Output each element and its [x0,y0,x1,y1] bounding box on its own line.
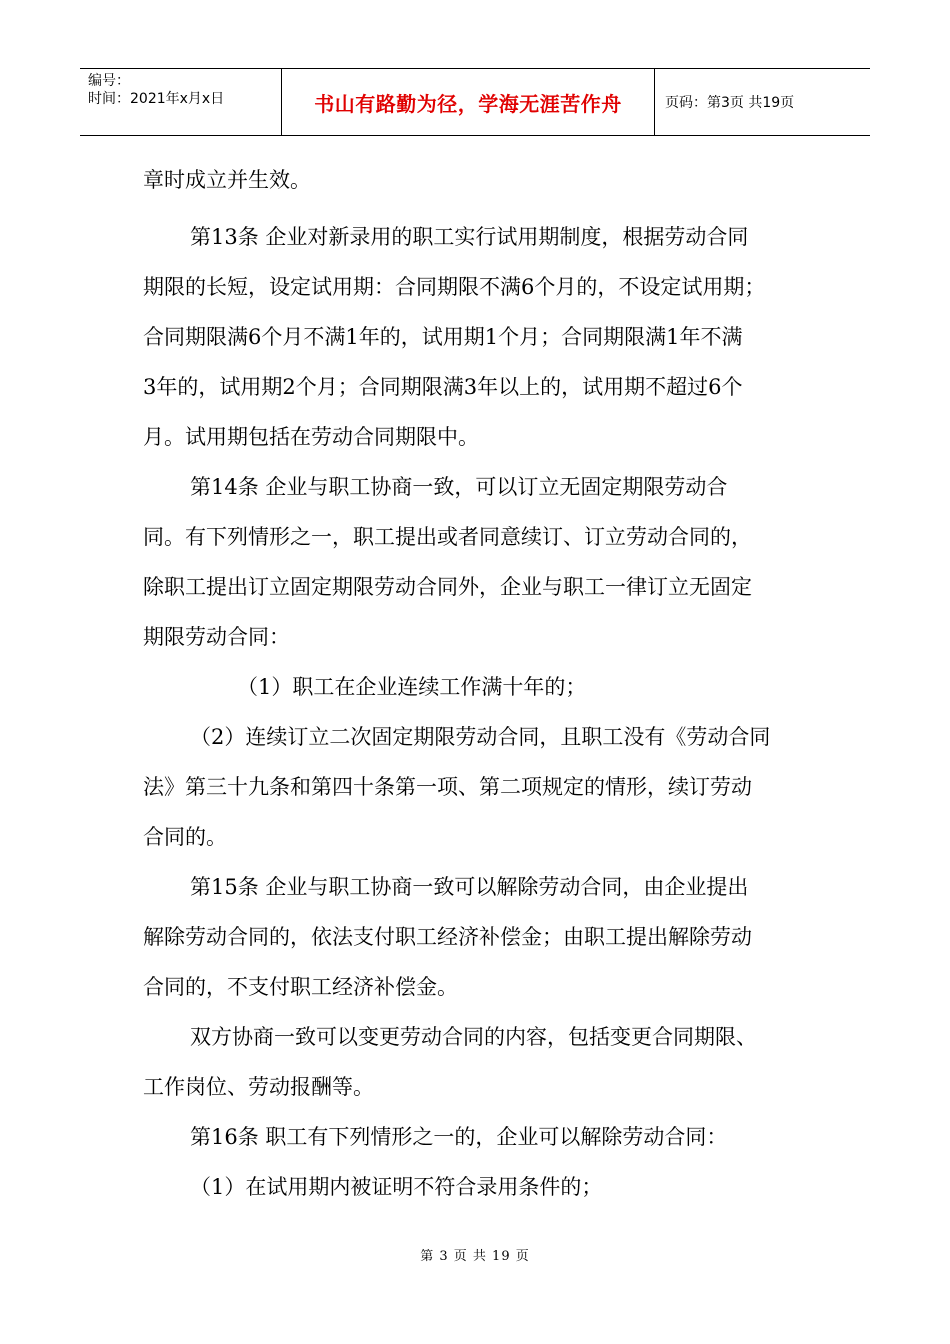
article-15-heading-line: 第15条 企业与职工协商一致可以解除劳动合同，由企业提出 [190,875,749,899]
body-line: 合同的。 [143,825,227,849]
body-line: 法》第三十九条和第四十条第一项、第二项规定的情形，续订劳动 [143,775,752,799]
body-line: 工作岗位、劳动报酬等。 [143,1075,374,1099]
body-line: 除职工提出订立固定期限劳动合同外，企业与职工一律订立无固定 [143,575,752,599]
page-header [80,68,870,136]
body-line: 章时成立并生效。 [143,168,311,192]
header-page-info-cell [655,69,870,135]
body-line: 双方协商一致可以变更劳动合同的内容，包括变更合同期限、 [190,1025,757,1049]
list-item-line: （2）连续订立二次固定期限劳动合同，且职工没有《劳动合同 [190,725,771,749]
list-item-line: （1）在试用期内被证明不符合录用条件的； [190,1175,603,1199]
page-footer: 第 3 页 共 19 页 [420,1249,530,1264]
body-line: 期限的长短，设定试用期：合同期限不满6个月的，不设定试用期； [143,275,766,299]
header-motto-cell [282,69,655,135]
article-16-heading-line: 第16条 职工有下列情形之一的，企业可以解除劳动合同： [190,1125,728,1149]
body-line: 同。有下列情形之一，职工提出或者同意续订、订立劳动合同的， [143,525,752,549]
body-line: 合同的，不支付职工经济补偿金。 [143,975,458,999]
document-number-label: 编号： [88,73,130,89]
header-motto: 书山有路勤为径，学海无涯苦作舟 [314,91,622,116]
body-line: 解除劳动合同的，依法支付职工经济补偿金；由职工提出解除劳动 [143,925,752,949]
body-line: 3年的，试用期2个月；合同期限满3年以上的，试用期不超过6个 [143,375,743,399]
document-date: 时间：2021年x月x日 [88,91,225,107]
header-page-info: 页码：第3页 共19页 [665,95,795,111]
body-line: 期限劳动合同： [143,625,290,649]
body-line: 月。试用期包括在劳动合同期限中。 [143,425,479,449]
header-meta [80,69,282,135]
article-14-heading-line: 第14条 企业与职工协商一致，可以订立无固定期限劳动合 [190,475,728,499]
list-item-line: （1）职工在企业连续工作满十年的； [237,675,587,699]
article-13-heading-line: 第13条 企业对新录用的职工实行试用期制度，根据劳动合同 [190,225,749,249]
body-line: 合同期限满6个月不满1年的，试用期1个月；合同期限满1年不满 [143,325,743,349]
